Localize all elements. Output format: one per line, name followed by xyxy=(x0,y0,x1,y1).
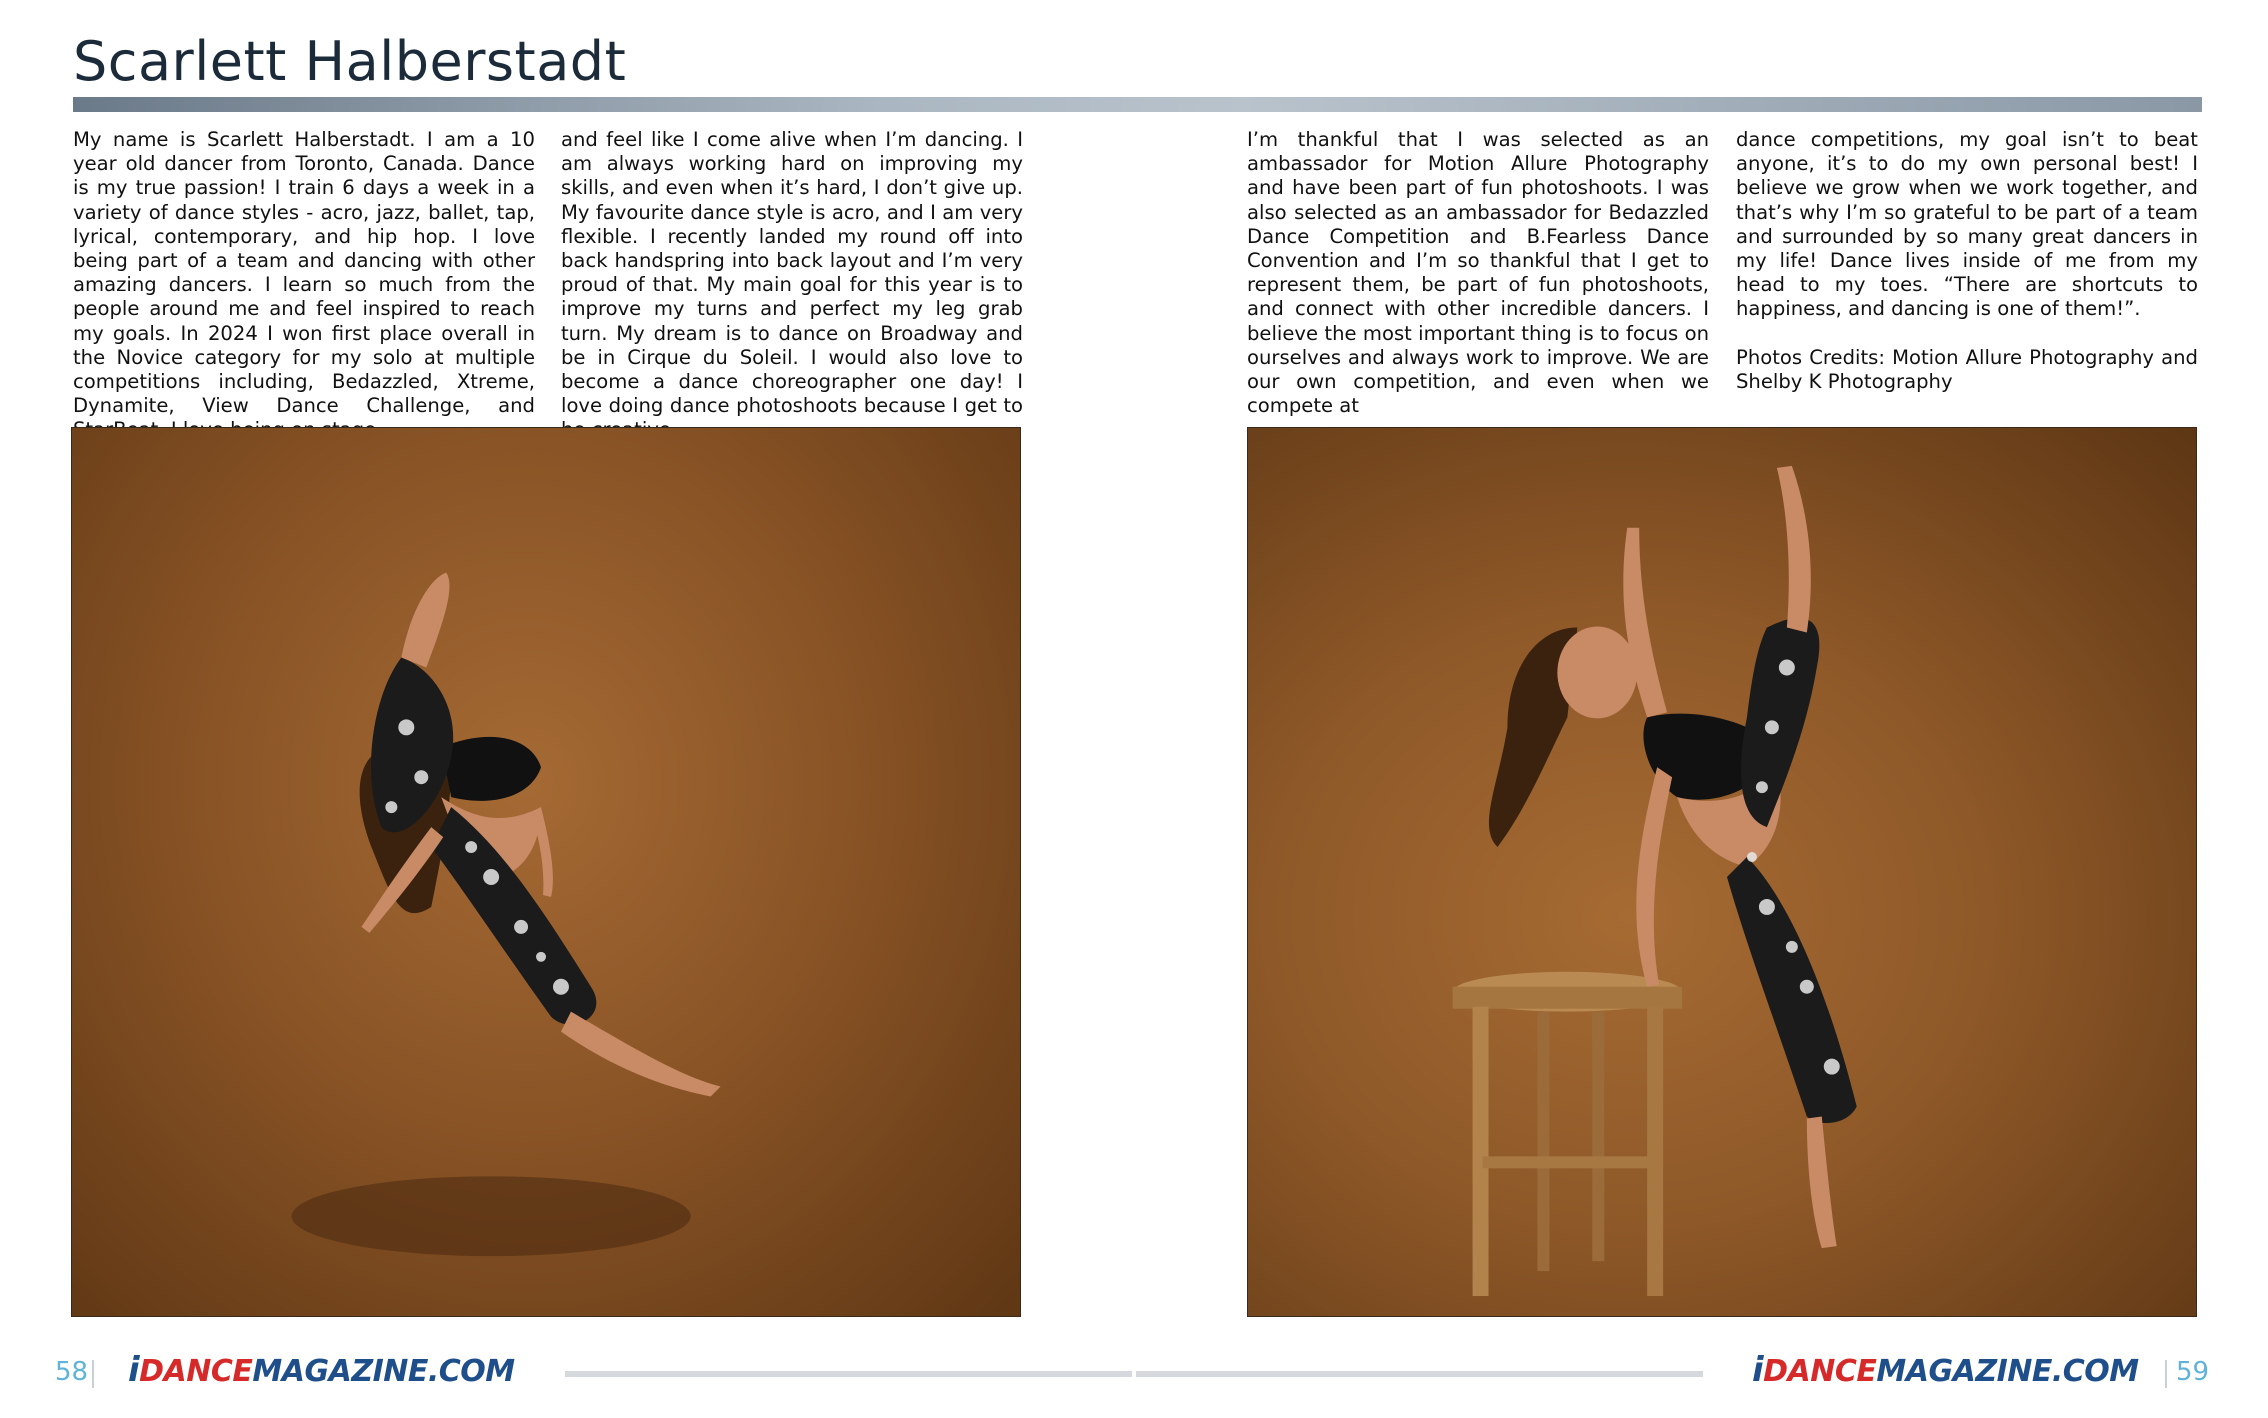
column-paragraph: dance competitions, my goal isn’t to beat anyone, it’s to do my own personal best! I believe we grow when we work together, and that’s why I’m so grateful to be part of a team and surrounded by so many great dancers in my life! Dance lives inside of me from my head to my toes. “There are shortcuts to happiness, and dancing is one of them!”. xyxy=(1736,128,2198,321)
page-number-left: 58 xyxy=(55,1357,89,1387)
footer-separator xyxy=(2165,1360,2167,1388)
column-paragraph: I’m thankful that I was selected as an ambassador for Motion Allure Photography and have been part of fun photoshoots. I was also selected as an ambassador for Bedazzled Dance Competition and B.Fearless Dance Convention and I’m so thankful that I get to represent them, be part of fun photoshoots, and connect with other incredible dancers. I believe the most important thing is to focus on ourselves and always work to improve. We are our own competition, and even when we compete at xyxy=(1247,128,1709,418)
text-column-1 xyxy=(73,128,535,443)
dancer-leap-photo xyxy=(71,427,1021,1317)
idance-logo-left[interactable] xyxy=(128,1350,515,1390)
logo-dance: DANCE xyxy=(139,1354,253,1389)
logo-dance: DANCE xyxy=(1763,1354,1877,1389)
page-number-right: 59 xyxy=(2176,1357,2210,1387)
logo-magazine: MAGAZINE.COM xyxy=(252,1354,515,1389)
logo-i: i xyxy=(1752,1350,1764,1390)
footer-line-right xyxy=(1136,1371,1703,1377)
photo-credits: Photos Credits: Motion Allure Photography and Shelby K Photography xyxy=(1736,345,2198,393)
footer-line-left xyxy=(565,1371,1132,1377)
article-title: Scarlett Halberstadt xyxy=(73,30,627,93)
idance-logo-right[interactable] xyxy=(1752,1350,2139,1390)
column-paragraph: and feel like I come alive when I’m dancing. I am always working hard on improving my skills, and even when it’s hard, I don’t give up. My favourite dance style is acro, and I am very flexible. I recently landed my round off into back handspring into back layout and I’m very proud of that. My main goal for this year is to improve my turns and perfect my leg grab turn. My dream is to dance on Broadway and be in Cirque du Soleil. I would also love to become a dance choreographer one day! I love doing dance photoshoots because I get to xyxy=(561,128,1023,418)
text-column-4 xyxy=(1736,128,2198,394)
text-column-3 xyxy=(1247,128,1709,418)
logo-i: i xyxy=(128,1350,140,1390)
column-paragraph: My name is Scarlett Halberstadt. I am a 10 year old dancer from Toronto, Canada. Dance is my true passion! I train 6 days a week in a variety of dance styles - acro, jazz, ballet, tap, lyrical, contemporary, and hip hop. I love being part of a team and dancing with other amazing dancers. I learn so much from the people around me and feel inspired to reach my goals. In 2024 I won first place overall in the Novice category for my solo at multiple competitions including, Bedazzled, Xtreme, Dynamite, View Dance Challenge, and xyxy=(73,128,535,418)
logo-magazine: MAGAZINE.COM xyxy=(1876,1354,2139,1389)
dancer-stool-photo xyxy=(1247,427,2197,1317)
text-column-2 xyxy=(561,128,1023,443)
title-divider-bar xyxy=(73,97,2202,112)
footer-separator xyxy=(92,1360,94,1388)
